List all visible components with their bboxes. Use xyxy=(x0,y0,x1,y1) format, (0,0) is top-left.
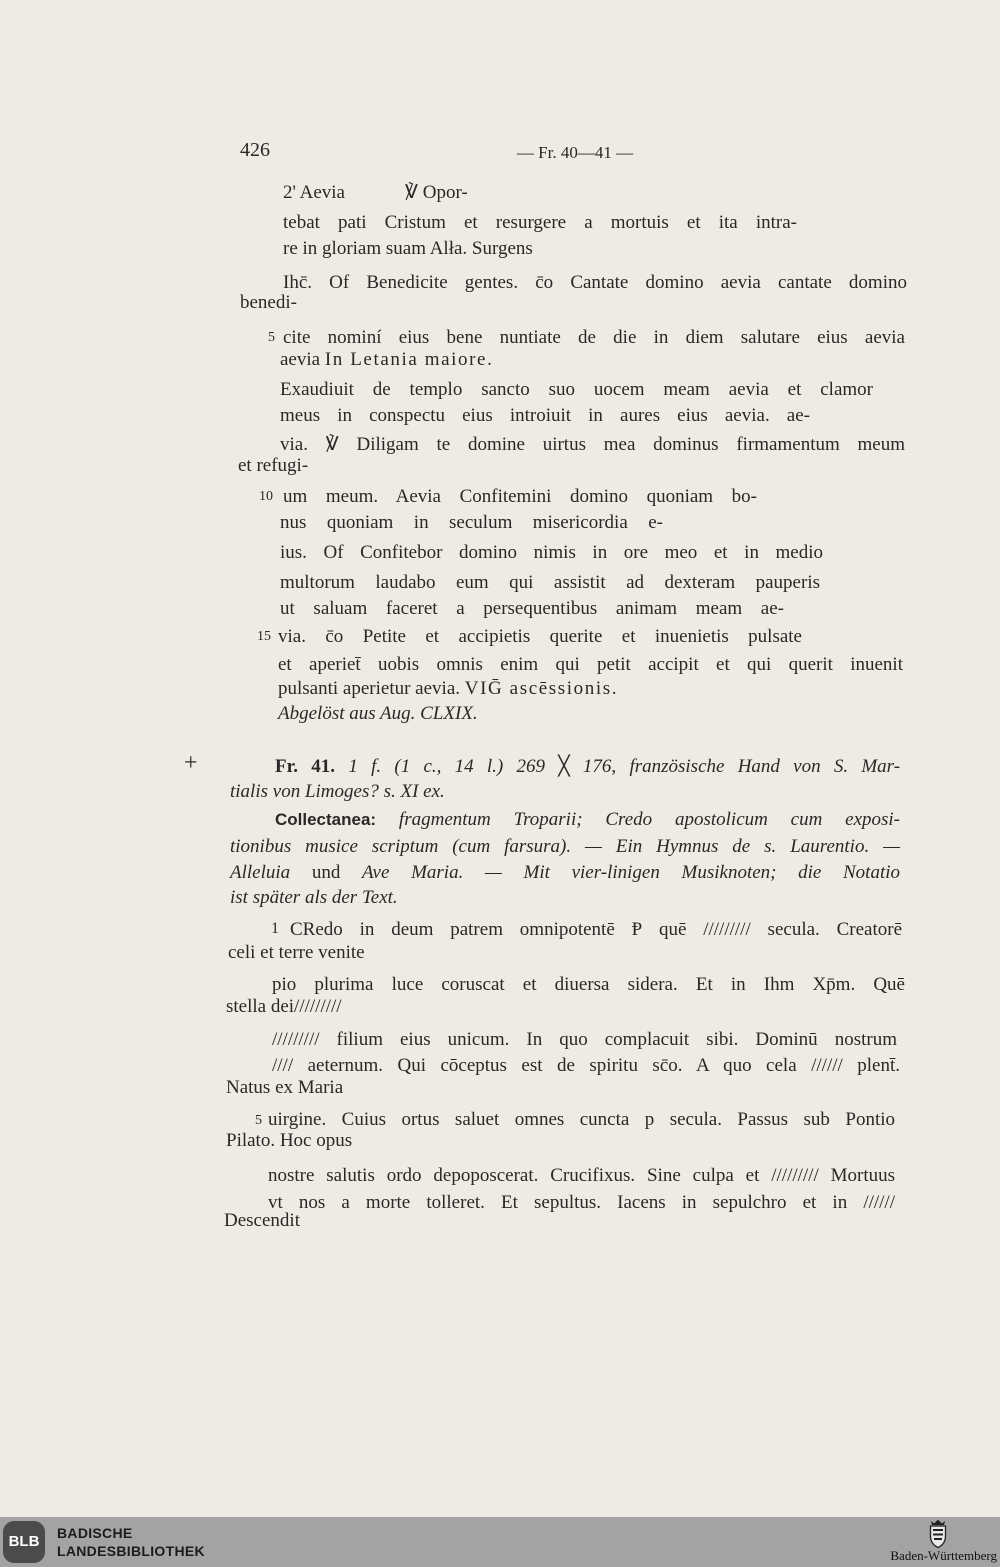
fr40-line: benedi- xyxy=(240,292,297,313)
fr41-text-line: nostre salutis ordo depoposcerat. Crucifixus. Sine culpa et ///////// Mortuus xyxy=(268,1165,895,1186)
fr41-text-line: stella dei///////// xyxy=(226,996,342,1017)
library-name-line: BADISCHE xyxy=(57,1525,133,1541)
fr40-line: ut saluam faceret a persequentibus animam meam ae- xyxy=(280,598,784,619)
contents-text: fragmentum Troparii; Credo apostolicum cum exposi- xyxy=(398,809,901,830)
fr41-description: 1 f. (1 c., 14 l.) 269 ╳ 176, französische Hand von S. Mar- xyxy=(348,756,901,777)
fr41-text-line: celi et terre venite xyxy=(228,942,365,963)
fr40-line-text: pulsanti aperietur aevia. xyxy=(278,678,461,699)
fr40-line: nus quoniam in seculum misericordia e- xyxy=(280,512,663,533)
fr40-line: cite nominí eius bene nuntiate de die in diem salutare eius aevia xyxy=(283,327,905,348)
margin-plus-mark: + xyxy=(184,750,198,776)
library-name-line: LANDESBIBLIOTHEK xyxy=(57,1543,205,1559)
fr41-text-line: Pilato. Hoc opus xyxy=(226,1130,353,1151)
line-number: 10 xyxy=(259,489,273,504)
contents-text: Alleluia xyxy=(230,862,291,883)
fr41-text-line: ///////// filium eius unicum. In quo complacuit sibi. Dominū nostrum xyxy=(272,1029,897,1050)
fr40-line-1b: ℣ Opor- xyxy=(405,182,468,203)
page-number: 426 xyxy=(240,139,270,161)
line-number: 5 xyxy=(255,1113,262,1128)
state-name: Baden-Württemberg xyxy=(890,1548,997,1563)
contents-text: Ave Maria. — Mit vier-linigen Musiknoten; die Notatio xyxy=(362,862,901,883)
rubric-vigilia: VIḠ ascēssionis. xyxy=(464,678,619,699)
fr41-text-line: pio plurima luce coruscat et diuersa sidera. Et in Ihm Xp̄m. Quē xyxy=(272,974,905,995)
fr41-text-line: uirgine. Cuius ortus saluet omnes cuncta p secula. Passus sub Pontio xyxy=(268,1109,895,1130)
library-footer-bar xyxy=(0,1517,1000,1567)
fr41-text-line: //// aeternum. Qui cōceptus est de spiritu sc̄o. A quo cela ////// plent̄. xyxy=(272,1055,900,1076)
library-name xyxy=(57,1524,205,1560)
fr40-line: et refugi- xyxy=(238,455,309,476)
fr40-line: tebat pati Cristum et resurgere a mortuis et ita intra- xyxy=(283,212,797,233)
fr41-text-line: CRedo in deum patrem omnipotentē Ᵽ quē ///////// secula. Creatorē xyxy=(290,919,902,940)
fr40-line-text: aevia xyxy=(280,349,321,370)
line-number: 15 xyxy=(257,629,271,644)
fr40-line: meus in conspectu eius introiuit in aures eius aevia. ae- xyxy=(280,405,810,426)
fr40-line: Exaudiuit de templo sancto suo uocem meam aevia et clamor xyxy=(280,379,873,400)
fr40-line: re in gloriam suam Alła. Surgens xyxy=(283,238,533,259)
fr40-line-rubric xyxy=(278,677,618,701)
fr40-line: via. ℣ Diligam te domine uirtus mea dominus firmamentum meum xyxy=(280,434,905,455)
contents-text: und xyxy=(311,862,341,883)
fr40-line-1a: 2' Aevia xyxy=(283,182,345,203)
blb-logo-text: BLB xyxy=(8,1533,40,1550)
running-head: — Fr. 40—41 — xyxy=(516,143,634,162)
fr40-line: via. c̄o Petite et accipietis querite et inuenietis pulsate xyxy=(278,626,802,647)
fr41-heading-line xyxy=(275,755,900,779)
fr41-contents-line xyxy=(230,861,900,885)
contents-text: tionibus musice scriptum (cum farsura). — Ein Hymnus de s. Laurentio. — xyxy=(230,836,900,857)
fr41-text-line: Descendit xyxy=(224,1210,300,1231)
contents-text: ist später als der Text. xyxy=(230,887,398,908)
fr40-line: multorum laudabo eum qui assistit ad dexteram pauperis xyxy=(280,572,820,593)
fr40-line: um meum. Aevia Confitemini domino quoniam bo- xyxy=(283,486,757,507)
fr41-contents-line xyxy=(275,808,900,832)
fr41-description: tialis von Limoges? s. XI ex. xyxy=(230,781,445,802)
rubric-letania: In Letania maiore. xyxy=(324,349,494,370)
fr40-line: ius. Of Confitebor domino nimis in ore meo et in medio xyxy=(280,542,823,563)
blb-logo xyxy=(3,1521,45,1563)
fr40-line-rubric xyxy=(280,348,493,372)
contents-label: Collectanea: xyxy=(275,810,377,829)
fr40-line: Ihc̄. Of Benedicite gentes. c̄o Cantate domino aevia cantate domino xyxy=(283,272,907,293)
line-number: 5 xyxy=(268,330,275,345)
fr41-text-line: Natus ex Maria xyxy=(226,1077,344,1098)
fr40-source-note: Abgelöst aus Aug. CLXIX. xyxy=(278,703,478,724)
line-number: 1 xyxy=(271,920,279,937)
fr41-text-line: vt nos a morte tolleret. Et sepultus. Iacens in sepulchro et in ////// xyxy=(268,1192,895,1213)
coat-of-arms-icon xyxy=(926,1519,950,1549)
fr41-heading: Fr. 41. xyxy=(275,756,336,777)
fr40-line: et aperiet̄ uobis omnis enim qui petit accipit et qui querit inuenit xyxy=(278,654,903,675)
